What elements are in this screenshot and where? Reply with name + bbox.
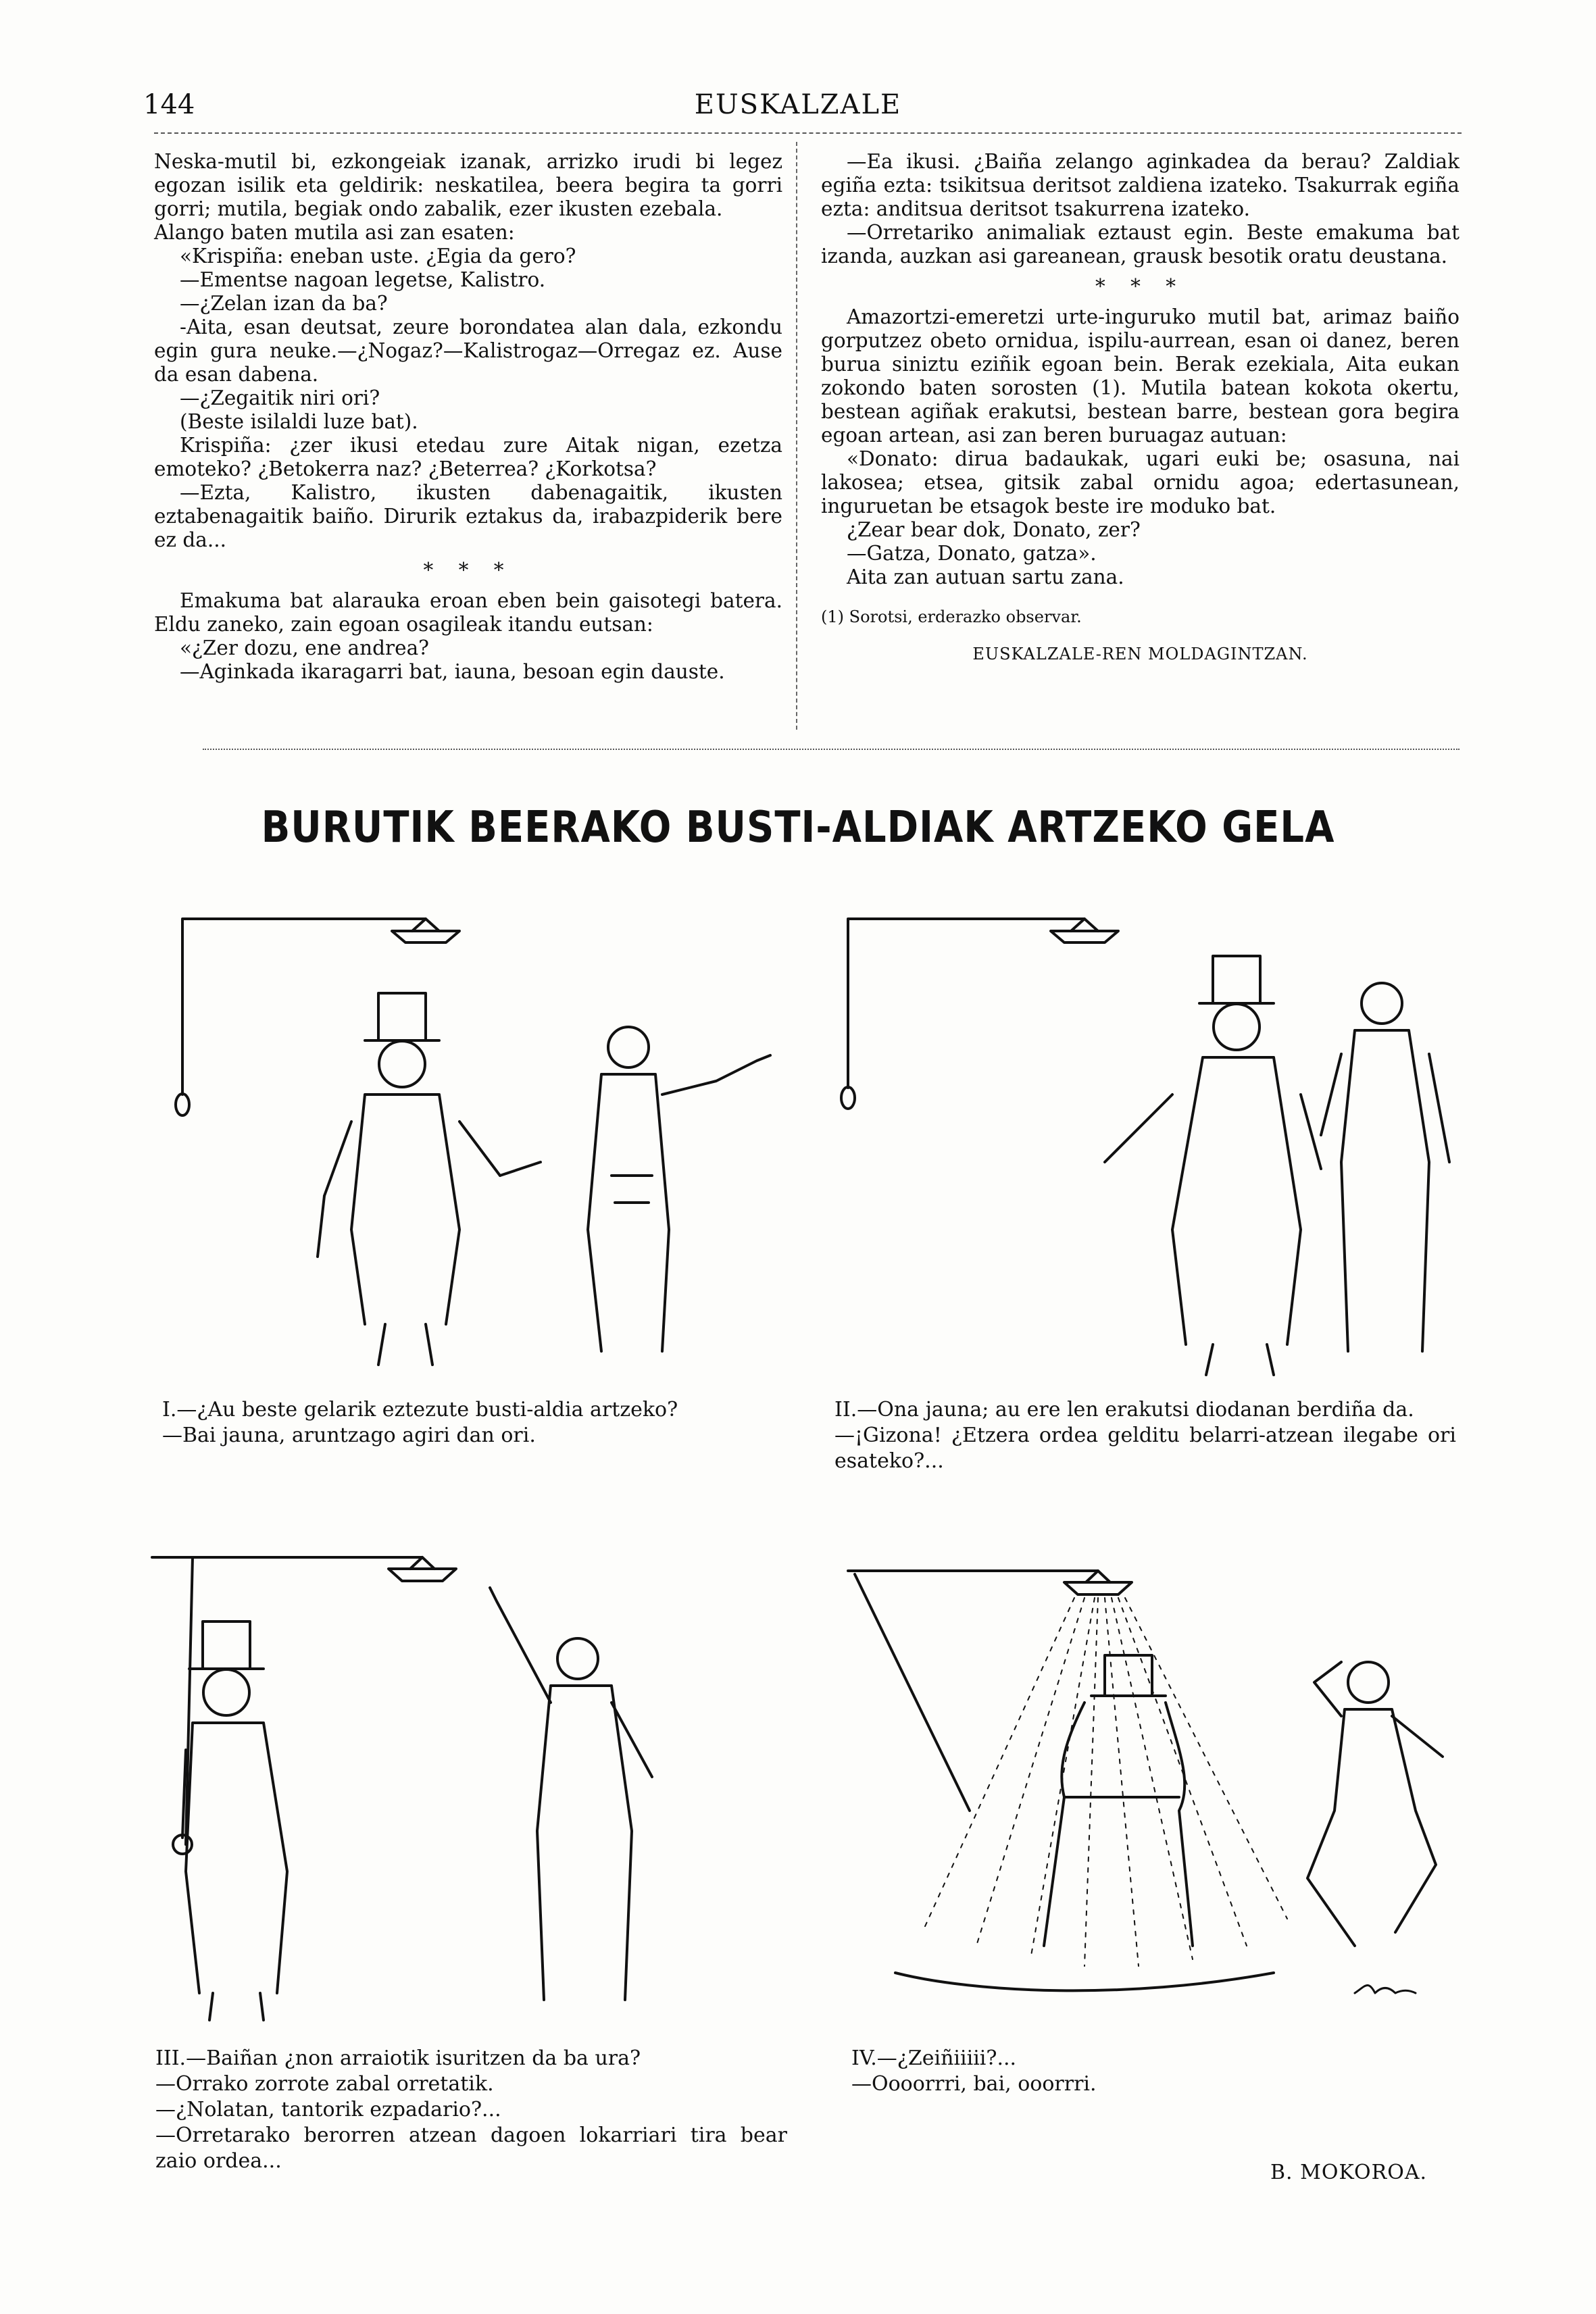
column-divider bbox=[796, 142, 797, 730]
paragraph: —Ezta, Kalistro, ikusten dabenagaitik, ikusten eztabenagaitik baiño. Dirurik eztakus da, irabazpiderik bere ez da... bbox=[154, 481, 782, 551]
page-number: 144 bbox=[143, 89, 195, 120]
paragraph: —Ementse nagoan legetse, Kalistro. bbox=[180, 268, 546, 291]
paragraph: —Ea ikusi. ¿Baiña zelango aginkadea da berau? Zaldiak egiña ezta: tsikitsua deritsot zaldiena izateko. Tsakurrak egiña ezta: anditsua deritsot tsakurrena izateko. bbox=[821, 150, 1460, 220]
cartoon-panel-3 bbox=[145, 1520, 784, 2040]
cartoon-title: BURUTIK BEERAKO BUSTI-ALDIAK ARTZEKO GELA bbox=[261, 802, 1335, 853]
caption-line: —Bai jauna, aruntzago agiri dan ori. bbox=[162, 1424, 536, 1447]
water-spray bbox=[922, 1598, 1287, 1966]
bather-figure bbox=[490, 1588, 652, 2000]
panel-3-illustration bbox=[145, 1520, 784, 2040]
column-signature: EUSKALZALE-REN MOLDAGINTZAN. bbox=[972, 645, 1308, 663]
author-signature: B. MOKOROA. bbox=[1270, 2161, 1428, 2184]
paragraph: —Aginkada ikaragarri bat, iauna, besoan egin dauste. bbox=[180, 660, 725, 683]
shower-head-icon bbox=[152, 1557, 456, 1844]
pull-cord-ring bbox=[176, 1094, 189, 1115]
header-rule bbox=[154, 132, 1462, 134]
caption-line: I.—¿Au beste gelarik eztezute busti-aldia artzeko? bbox=[162, 1398, 678, 1422]
caption-line: —Orrako zorrote zabal orretatik. bbox=[155, 2072, 494, 2096]
paragraph: Neska-mutil bi, ezkongeiak izanak, arrizko irudi bi legez egozan isilik eta geldirik: neskatilea, beera begira ta gorri gorri; mutila, begiak ondo zabalik, ezer ikusten ezebala. bbox=[154, 150, 782, 220]
running-head: EUSKALZALE bbox=[694, 89, 902, 120]
panel-2-illustration bbox=[834, 878, 1456, 1392]
cartoon-panel-4 bbox=[841, 1527, 1463, 2040]
shower-head-icon bbox=[848, 1571, 1132, 1811]
section-rule bbox=[203, 749, 1460, 750]
left-column bbox=[154, 150, 782, 684]
paragraph: -Aita, esan deutsat, zeure borondatea alan dala, ezkondu egin gura neuke.—¿Nogaz?—Kalistrogaz—Orregaz ez. Ause da esan dabena. bbox=[154, 316, 782, 386]
caption-line: II.—Ona jauna; au ere len erakutsi diodanan berdiña da. bbox=[834, 1398, 1414, 1422]
section-separator: * * * bbox=[423, 559, 514, 582]
paragraph: Alango baten mutila asi zan esaten: bbox=[154, 221, 515, 244]
gentleman-figure bbox=[318, 993, 541, 1365]
paragraph: «Krispiña: eneban uste. ¿Egia da gero? bbox=[180, 245, 576, 268]
fleeing-bather-figure bbox=[1307, 1662, 1443, 1946]
panel-3-caption bbox=[155, 2046, 787, 2174]
shower-head-icon bbox=[182, 919, 459, 1095]
paragraph: —Gatza, Donato, gatza». bbox=[847, 542, 1097, 565]
paragraph: Krispiña: ¿zer ikusi etedau zure Aitak nigan, ezetza emoteko? ¿Betokerra naz? ¿Beterrea? ¿Korkotsa? bbox=[154, 434, 782, 480]
panel-1-caption bbox=[162, 1397, 770, 1449]
cartoon-panel-1 bbox=[162, 878, 784, 1392]
right-column bbox=[821, 150, 1460, 666]
paragraph: —¿Zegaitik niri ori? bbox=[180, 386, 380, 409]
caption-line: —Orretarako berorren atzean dagoen lokarriari tira bear zaio ordea... bbox=[155, 2123, 787, 2173]
artist-signature-mark bbox=[1355, 1985, 1416, 1993]
panel-2-caption bbox=[834, 1397, 1456, 1474]
panel-1-illustration bbox=[162, 878, 784, 1392]
paragraph: Aita zan autuan sartu zana. bbox=[847, 565, 1124, 588]
bather-figure bbox=[1321, 983, 1449, 1351]
soaked-gentleman-figure bbox=[1044, 1655, 1193, 1946]
panel-4-illustration bbox=[841, 1527, 1463, 2040]
caption-line: —¿Nolatan, tantorik ezpadario?... bbox=[155, 2098, 501, 2121]
pull-cord-ring bbox=[841, 1087, 855, 1109]
paragraph: «¿Zer dozu, ene andrea? bbox=[180, 636, 429, 659]
gentleman-figure bbox=[1105, 956, 1321, 1375]
bather-figure bbox=[588, 1027, 770, 1351]
caption-line: IV.—¿Zeiñiiiii?... bbox=[851, 2046, 1017, 2070]
paragraph: Amazortzi-emeretzi urte-inguruko mutil bat, arimaz baiño gorputzez obeto ornidua, ispilu-aurrean, esan oi danez, beren burua siniztu eziñik egoan bein. Berak ezekiala, Aita eukan zokondo baten sorosten (1). Mutila batean kokota okertu, bestean agiñak erakutsi, bestean barre, bestean gora begira egoan artean, asi zan beren buruagaz autuan: bbox=[821, 305, 1460, 447]
paragraph: —Orretariko animaliak eztaust egin. Beste emakuma bat izanda, auzkan asi gareanean, grausk besotik oratu deustana. bbox=[821, 221, 1460, 268]
paragraph: ¿Zear bear dok, Donato, zer? bbox=[847, 518, 1141, 541]
caption-line: —¡Gizona! ¿Etzera ordea gelditu belarri-atzean ilegabe ori esateko?... bbox=[834, 1424, 1456, 1473]
caption-line: III.—Baiñan ¿non arraiotik isuritzen da ba ura? bbox=[155, 2046, 641, 2070]
panel-4-caption bbox=[851, 2046, 1460, 2097]
shower-head-icon bbox=[848, 919, 1118, 1088]
section-separator: * * * bbox=[1095, 275, 1185, 298]
paragraph: —¿Zelan izan da ba? bbox=[180, 292, 388, 315]
caption-line: —Oooorrri, bai, ooorrri. bbox=[851, 2072, 1097, 2096]
paragraph: «Donato: dirua badaukak, ugari euki be; osasuna, nai lakosea; etsea, gitsik zabal ornidu agoa; edertasunean, inguruetan be etsagok beste ire moduko bat. bbox=[821, 447, 1460, 518]
paragraph: Emakuma bat alarauka eroan eben bein gaisotegi batera. Eldu zaneko, zain egoan osagileak itandu eutsan: bbox=[154, 589, 782, 636]
footnote: (1) Sorotsi, erderazko observar. bbox=[821, 607, 1082, 626]
water-puddle bbox=[895, 1973, 1274, 1990]
cartoon-panel-2 bbox=[834, 878, 1456, 1392]
paragraph: (Beste isilaldi luze bat). bbox=[180, 410, 418, 433]
